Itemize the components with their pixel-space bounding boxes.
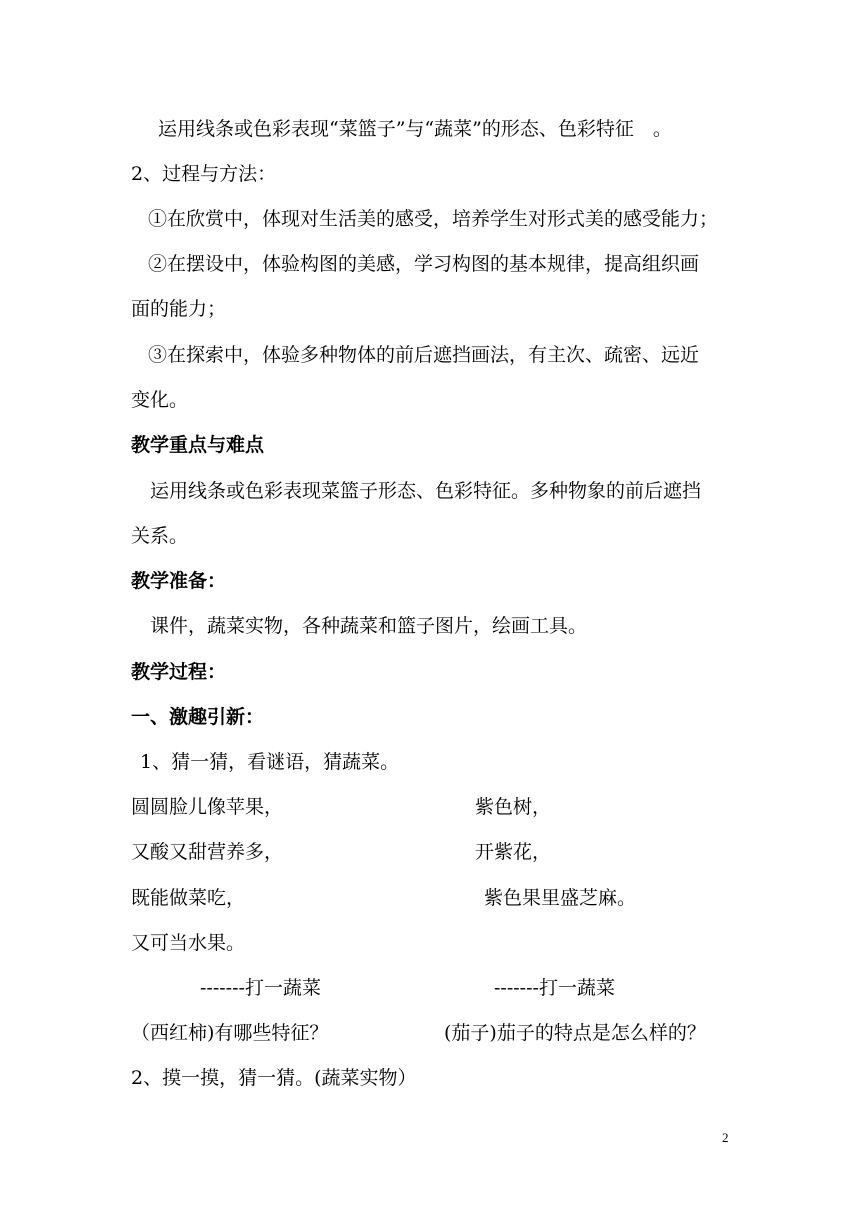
- section-process-method: 2、过程与方法：: [131, 163, 277, 185]
- paragraph-objective-line: 运用线条或色彩表现“菜篮子”与“蔬菜”的形态、色彩特征 。: [158, 118, 672, 140]
- item-arrangement-line1: ②在摆设中，体验构图的美感，学习构图的基本规律，提高组织画: [148, 253, 700, 275]
- key-points-line1: 运用线条或色彩表现菜篮子形态、色彩特征。多种物象的前后遮挡: [150, 480, 702, 502]
- question-eggplant: (茄子)茄子的特点是怎么样的？: [444, 1022, 706, 1044]
- key-points-line2: 关系。: [131, 525, 189, 547]
- item-exploration-line1: ③在探索中，体验多种物体的前后遮挡画法，有主次、疏密、远近: [148, 344, 700, 366]
- item-appreciation: ①在欣赏中，体现对生活美的感受，培养学生对形式美的感受能力；: [148, 208, 719, 230]
- riddle1-line3: 既能做菜吃，: [131, 887, 246, 909]
- heading-teaching-process: 教学过程：: [131, 661, 227, 683]
- riddle2-answer-hint: -------打一蔬菜: [494, 977, 615, 999]
- riddle2-line3: 紫色果里盛芝麻。: [484, 887, 637, 909]
- riddle1-line2: 又酸又甜营养多，: [131, 841, 284, 863]
- riddle1-line1: 圆圆脸儿像苹果，: [131, 796, 284, 818]
- heading-key-points: 教学重点与难点: [131, 434, 265, 456]
- heading-intro: 一、激趣引新：: [131, 706, 265, 728]
- item-exploration-line2: 变化。: [131, 389, 189, 411]
- riddle1-line4: 又可当水果。: [131, 932, 246, 954]
- riddle2-line1: 紫色树，: [475, 796, 552, 818]
- heading-preparation: 教学准备：: [131, 570, 227, 592]
- touch-guess-activity: 2、摸一摸，猜一猜。(蔬菜实物）: [131, 1067, 417, 1089]
- question-tomato: （西红柿)有哪些特征？: [131, 1022, 329, 1044]
- page-number: 2: [722, 1130, 729, 1145]
- riddle-intro: 1、猜一猜，看谜语，猜蔬菜。: [140, 751, 400, 773]
- item-arrangement-line2: 面的能力；: [131, 298, 227, 320]
- riddle2-line2: 开紫花，: [475, 841, 552, 863]
- preparation-text: 课件，蔬菜实物，各种蔬菜和篮子图片，绘画工具。: [150, 615, 588, 637]
- riddle1-answer-hint: -------打一蔬菜: [200, 977, 321, 999]
